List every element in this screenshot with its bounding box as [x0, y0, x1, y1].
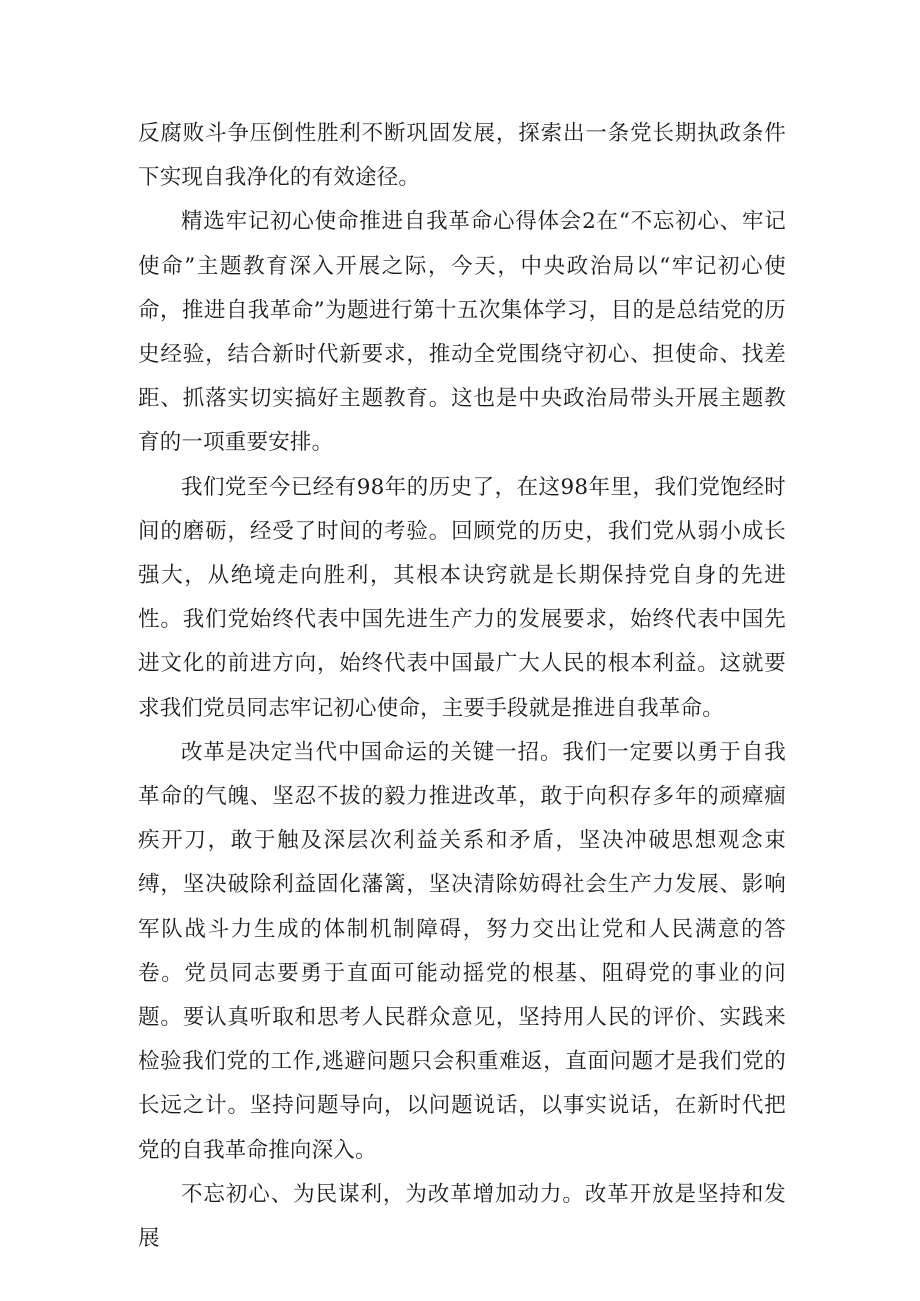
- paragraph-3: 我们党至今已经有98年的历史了，在这98年里，我们党饱经时间的磨砺，经受了时间的考验。回顾党的历史，我们党从弱小成长强大，从绝境走向胜利，其根本诀窍就是长期保持党自身的先进性。我们党始终代表中国先进生产力的发展要求，始终代表中国先进文化的前进方向，始终代表中国最广大人民的根本利益。这就要求我们党员同志牢记初心使命，主要手段就是推进自我革命。: [138, 474, 786, 721]
- paragraph-4: 改革是决定当代中国命运的关键一招。我们一定要以勇于自我革命的气魄、坚忍不拔的毅力推进改革，敢于向积存多年的顽瘴痼疾开刀，敢于触及深层次利益关系和矛盾，坚决冲破思想观念束缚，坚决破除利益固化藩篱，坚决清除妨碍社会生产力发展、影响军队战斗力生成的体制机制障碍，努力交出让党和人民满意的答卷。党员同志要勇于直面可能动摇党的根基、阻碍党的事业的问题。要认真听取和思考人民群众意见，坚持用人民的评价、实践来检验我们党的工作,逃避问题只会积重难返，直面问题才是我们党的长远之计。坚持问题导向，以问题说话，以事实说话，在新时代把党的自我革命推向深入。: [138, 739, 786, 1163]
- paragraph-5: 不忘初心、为民谋利，为改革增加动力。改革开放是坚持和发展: [138, 1181, 786, 1252]
- paragraph-2: 精选牢记初心使命推进自我革命心得体会2在“不忘初心、牢记使命”主题教育深入开展之际，今天，中央政治局以“牢记初心使命，推进自我革命”为题进行第十五次集体学习，目的是总结党的历史经验，结合新时代新要求，推动全党围绕守初心、担使命、找差距、抓落实切实搞好主题教育。这也是中央政治局带头开展主题教育的一项重要安排。: [138, 209, 786, 456]
- paragraph-1: 反腐败斗争压倒性胜利不断巩固发展，探索出一条党长期执政条件下实现自我净化的有效途径。: [138, 121, 786, 191]
- document-body: [138, 112, 786, 1261]
